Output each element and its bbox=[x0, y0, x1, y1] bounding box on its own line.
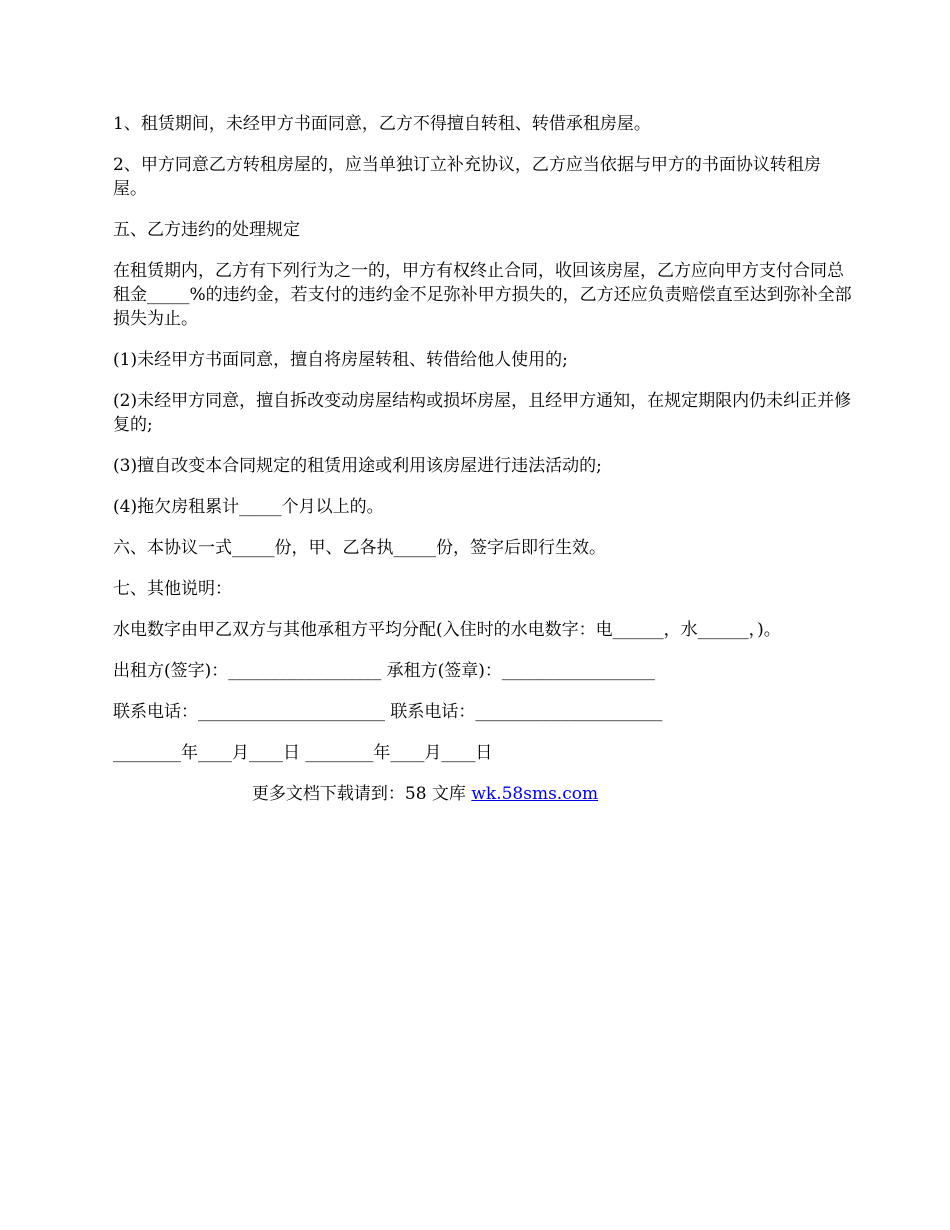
paragraph: 水电数字由甲乙双方与其他承租方平均分配(入住时的水电数字：电______，水______，)。 bbox=[113, 620, 781, 640]
section-heading: 七、其他说明： bbox=[113, 579, 232, 599]
document-body bbox=[113, 112, 853, 823]
list-item: (4)拖欠房租累计_____个月以上的。 bbox=[113, 497, 384, 517]
footer-text: 更多文档下载请到：58 文库 bbox=[251, 784, 472, 804]
footer bbox=[0, 782, 950, 806]
footer-content bbox=[252, 784, 598, 804]
paragraph: 1、租赁期间，未经甲方书面同意，乙方不得擅自转租、转借承租房屋。 bbox=[113, 114, 651, 134]
paragraph: 在租赁期内，乙方有下列行为之一的，甲方有权终止合同，收回该房屋，乙方应向甲方支付合同总租金_____%的违约金，若支付的违约金不足弥补甲方损失的，乙方还应负责赔偿直至达到弥补全部损失为止。 bbox=[113, 261, 852, 329]
list-item: (1)未经甲方书面同意，擅自将房屋转租、转借给他人使用的; bbox=[113, 350, 568, 370]
paragraph: 2、甲方同意乙方转租房屋的，应当单独订立补充协议，乙方应当依据与甲方的书面协议转租房屋。 bbox=[113, 155, 821, 199]
section-heading: 五、乙方违约的处理规定 bbox=[113, 220, 300, 240]
list-item: (2)未经甲方同意，擅自拆改变动房屋结构或损坏房屋，且经甲方通知，在规定期限内仍未纠正并修复的; bbox=[113, 391, 852, 435]
signature-line: 出租方(签字)：__________________ 承租方(签章)：__________________ bbox=[113, 661, 655, 681]
phone-line: 联系电话：______________________ 联系电话：______________________ bbox=[113, 702, 663, 722]
date-line: ________年____月____日 ________年____月____日 bbox=[113, 743, 493, 763]
footer-link[interactable]: wk.58sms.com bbox=[471, 784, 599, 804]
paragraph: 六、本协议一式_____份，甲、乙各执_____份，签字后即行生效。 bbox=[113, 538, 606, 558]
list-item: (3)擅自改变本合同规定的租赁用途或利用该房屋进行违法活动的; bbox=[113, 456, 602, 476]
